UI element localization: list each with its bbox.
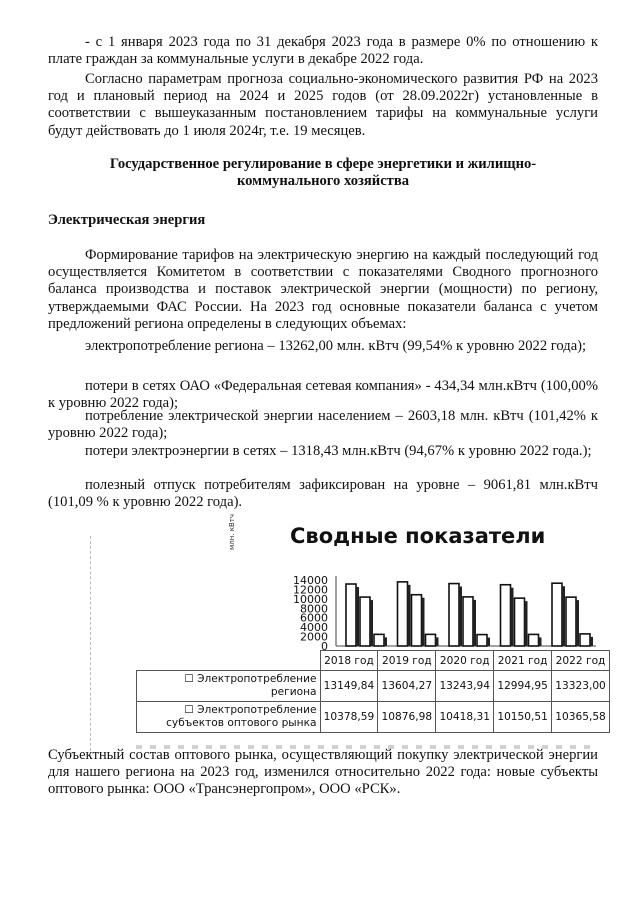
bar-series-3 [374, 634, 384, 646]
year-header: 2022 год [552, 651, 610, 671]
indicator-population-consumption: потребление электрической энергии населением – 2603,18 млн. кВтч (101,42% к уровню 2022 года); [48, 408, 598, 442]
year-header: 2020 год [436, 651, 494, 671]
bar-series-3 [477, 635, 487, 646]
bar-shadow [539, 637, 542, 646]
indicator-fsk-losses: потери в сетях ОАО «Федеральная сетевая компания» - 434,34 млн.кВтч (100,00% к уровню 2022 года); [48, 378, 598, 412]
table-cell: 13604,27 [378, 671, 436, 702]
bar-series-2 [463, 597, 473, 646]
summary-chart [90, 513, 610, 750]
bar-shadow [511, 588, 514, 646]
bar-series-3 [529, 634, 539, 646]
bar-shadow [384, 637, 387, 646]
table-corner [137, 651, 321, 671]
series-name: Электропотребление региона [197, 673, 317, 698]
subsection-heading: Электрическая энергия [48, 212, 206, 228]
bar-series-3 [426, 634, 436, 646]
legend-entry: ☐ Электропотребление субъектов оптового рынка [137, 702, 321, 733]
section-heading: Государственное регулирование в сфере энергетики и жилищно-коммунального хозяйства [109, 156, 537, 190]
bar-series-2 [566, 597, 576, 646]
paragraph-market-subjects: Субъектный состав оптового рынка, осуществляющий покупку электрической энергии для нашего региона на 2023 год, изменился относительно 2022 года: новые субъекты оптового рынка: ООО «Трансэнергопром», ООО «РСК». [48, 747, 598, 798]
chart-title: Сводные показатели [290, 524, 546, 548]
y-axis-label: млн. кВтч [228, 513, 236, 550]
table-cell: 13149,84 [320, 671, 378, 702]
table-row [137, 702, 610, 733]
bar-series-2 [515, 598, 525, 646]
bar-series-3 [580, 634, 590, 646]
legend-entry: ☐ Электропотребление региона [137, 671, 321, 702]
year-header: 2021 год [494, 651, 552, 671]
bar-shadow [590, 637, 593, 646]
table-cell: 13243,94 [436, 671, 494, 702]
bar-series-1 [398, 582, 408, 646]
bar-shadow [356, 587, 359, 646]
bar-shadow [562, 586, 565, 646]
y-tick-label: 0 [321, 640, 328, 653]
table-row [137, 671, 610, 702]
y-tick-label: 6000 [300, 611, 328, 625]
y-tick-label: 2000 [300, 630, 328, 644]
table-cell: 13323,00 [552, 671, 610, 702]
bar-series-1 [501, 585, 511, 646]
chart-data-table [136, 650, 610, 733]
paragraph-tariff-formation: Формирование тарифов на электрическую энергию на каждый последующий год осуществляется Комитетом в соответствии с показателями Сводного прогнозного баланса производства и поставок электрической энергии (мощности) по региону, утверждаемыми ФАС России. На 2023 год основные показатели баланса с учетом предложений региона определены в следующих объемах: [48, 247, 598, 332]
bar-series-1 [449, 584, 459, 646]
table-cell: 10876,98 [378, 702, 436, 733]
y-tick-label: 10000 [293, 592, 328, 606]
bar-shadow [408, 585, 411, 646]
table-cell: 10418,31 [436, 702, 494, 733]
bar-shadow [459, 587, 462, 646]
bar-shadow [576, 600, 579, 646]
chart-plot [90, 518, 610, 658]
bar-shadow [525, 601, 528, 646]
year-header: 2018 год [320, 651, 378, 671]
bar-series-1 [346, 584, 356, 646]
year-header: 2019 год [378, 651, 436, 671]
table-cell: 10378,59 [320, 702, 378, 733]
indicator-regional-consumption: электропотребление региона – 13262,00 млн. кВтч (99,54% к уровню 2022 года); [85, 338, 587, 354]
bar-shadow [422, 598, 425, 646]
y-tick-label: 8000 [300, 602, 328, 616]
paragraph-forecast-parameters: Согласно параметрам прогноза социально-экономического развития РФ на 2023 год и плановый период на 2024 и 2025 годов (от 28.09.2022г) установленные в соответствии с вышеуказанным постановлением тарифы на коммунальные услуги будут действовать до 1 июля 2024г, т.е. 19 месяцев. [48, 71, 598, 139]
table-cell: 10150,51 [494, 702, 552, 733]
table-header-row [137, 651, 610, 671]
table-cell: 10365,58 [552, 702, 610, 733]
paragraph-tariff-period: - с 1 января 2023 года по 31 декабря 2023 года в размере 0% по отношению к плате граждан за коммунальные услуги в декабре 2022 года. [48, 34, 598, 68]
y-tick-label: 12000 [293, 583, 328, 597]
bar-shadow [473, 600, 476, 646]
bar-shadow [487, 638, 490, 646]
bar-shadow [436, 637, 439, 646]
indicator-network-losses: потери электроэнергии в сетях – 1318,43 млн.кВтч (94,67% к уровню 2022 года.); [85, 443, 592, 459]
bar-series-2 [412, 595, 422, 646]
bar-series-2 [360, 597, 370, 646]
y-tick-label: 4000 [300, 621, 328, 635]
bar-series-1 [552, 583, 562, 646]
series-name: Электропотребление субъектов оптового рынка [166, 704, 317, 729]
indicator-useful-supply: полезный отпуск потребителям зафиксирован на уровне – 9061,81 млн.кВтч (101,09 % к уровню 2022 года). [48, 477, 598, 511]
y-tick-label: 14000 [293, 574, 328, 587]
bar-shadow [370, 600, 373, 646]
table-cell: 12994,95 [494, 671, 552, 702]
